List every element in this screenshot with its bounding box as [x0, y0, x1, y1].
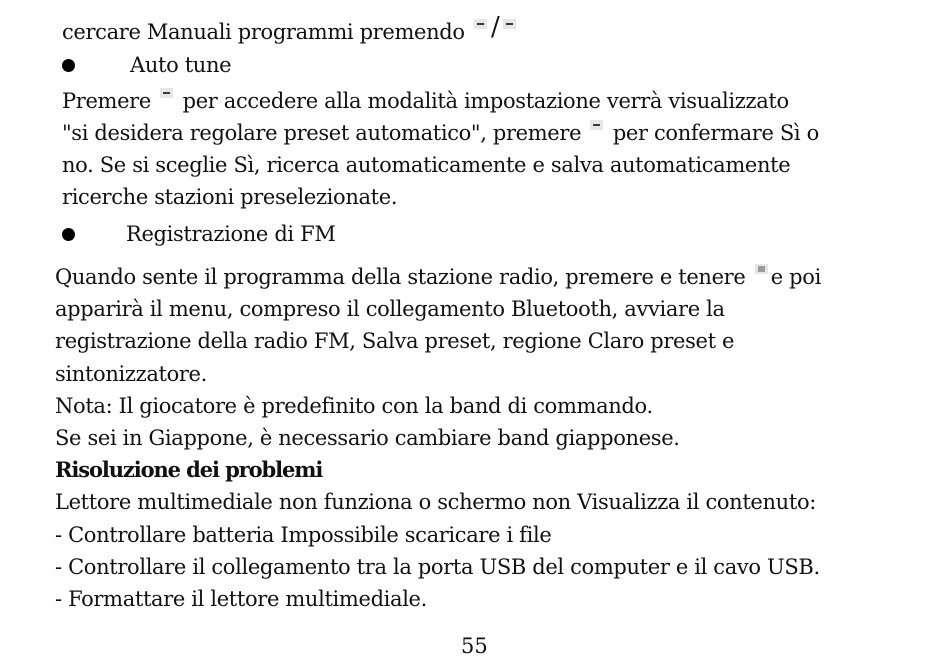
text-line: no. Se si sceglie Sì, ricerca automaticamente e salva automaticamente	[62, 153, 791, 177]
text-segment: Quando sente il programma della stazione radio, premere e tenere	[55, 265, 746, 289]
text-line: apparirà il menu, compreso il collegamento Bluetooth, avviare la	[55, 297, 725, 321]
text-line	[62, 120, 819, 146]
text-line: Nota: Il giocatore è predefinito con la band di commando.	[55, 394, 653, 418]
text-segment: per accedere alla modalità impostazione verrà visualizzato	[182, 89, 789, 113]
bullet-heading-auto-tune: Auto tune	[130, 53, 232, 77]
text-line: Se sei in Giappone, è necessario cambiare band giapponese.	[55, 426, 680, 450]
text-line	[62, 14, 519, 45]
bullet-dot-icon	[62, 59, 75, 72]
bullet-heading-fm-recording: Registrazione di FM	[126, 222, 336, 246]
text-line: - Controllare batteria Impossibile scaricare i file	[55, 523, 552, 547]
minus-button-icon	[590, 120, 603, 130]
text-segment: per confermare Sì o	[612, 121, 819, 145]
minus-button-icon	[503, 19, 516, 29]
page-number: 55	[461, 634, 488, 658]
minus-button-icon	[160, 88, 173, 98]
text-line: ricerche stazioni preselezionate.	[62, 185, 398, 209]
text-line: - Formattare il lettore multimediale.	[55, 587, 427, 611]
text-line	[55, 264, 821, 290]
square-button-icon	[755, 264, 768, 274]
slash-separator: /	[490, 12, 500, 42]
bullet-dot-icon	[62, 228, 75, 241]
text-line: - Controllare il collegamento tra la porta USB del computer e il cavo USB.	[55, 555, 820, 579]
text-segment: "si desidera regolare preset automatico", premere	[62, 121, 582, 145]
text-line: registrazione della radio FM, Salva preset, regione Claro preset e	[55, 329, 735, 353]
section-heading: Risoluzione dei problemi	[55, 457, 323, 482]
text-line: Lettore multimediale non funziona o schermo non Visualizza il contenuto:	[55, 490, 816, 514]
text-segment: cercare Manuali programmi premendo	[62, 20, 465, 44]
text-segment: Premere	[62, 89, 151, 113]
text-segment: e poi	[770, 265, 821, 289]
text-line: sintonizzatore.	[55, 362, 207, 386]
minus-button-icon	[474, 19, 487, 29]
text-line	[62, 88, 789, 114]
